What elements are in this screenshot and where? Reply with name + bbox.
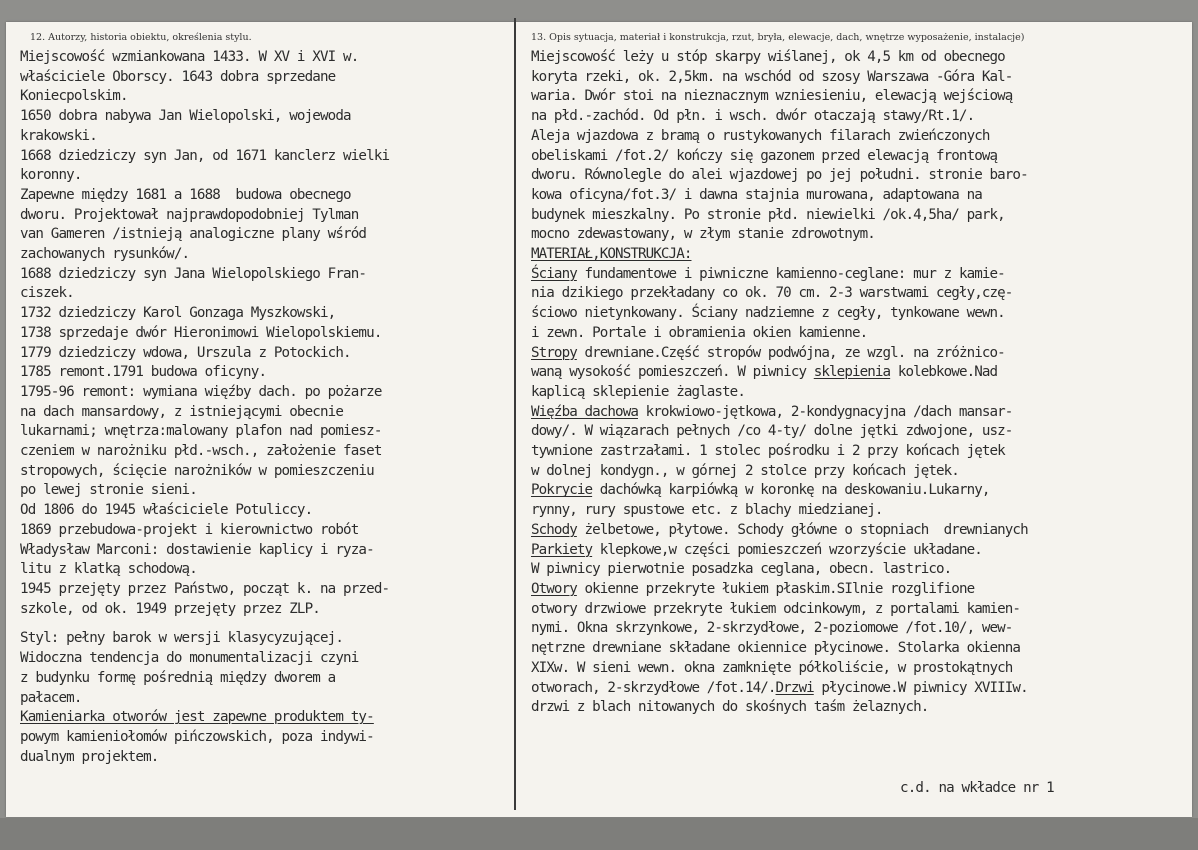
walls-line: nia dzikiego przekładany co ok. 70 cm. 2-3 warstwami cegły,czę- [531, 285, 1013, 302]
situation-line: budynek mieszkalny. Po stronie płd. niewielki /ok.4,5ha/ park, [531, 206, 1005, 223]
history-line: litu z klatką schodową. [20, 561, 197, 578]
right-column [531, 32, 1191, 718]
ceilings-line [531, 344, 1191, 364]
history-line: 1869 przebudowa-projekt i kierownictwo robót [20, 521, 359, 538]
vaults-text: kolebkowe.Nad [890, 364, 998, 381]
walls-line [531, 265, 1191, 285]
parquet-text: klepkowe,w części pomieszczeń wzorzyście układane. [592, 541, 982, 558]
roofing-text: dachówką karpiówką w koronkę na deskowaniu.Lukarny, [592, 482, 990, 499]
history-line: krakowski. [20, 127, 97, 144]
history-line: 1779 dziedziczy wdowa, Urszula z Potockich. [20, 344, 351, 361]
parquet-line [531, 541, 1191, 561]
history-line: zachowanych rysunków/. [20, 246, 190, 263]
history-line: szkole, od ok. 1949 przejęty przez ZLP. [20, 600, 320, 617]
history-line: Od 1806 do 1945 właściciele Potuliccy. [20, 502, 313, 519]
history-line: Władysław Marconi: dostawienie kaplicy i ryza- [20, 541, 374, 558]
column-divider [514, 18, 516, 810]
openings-line [531, 679, 1191, 699]
doors-label: Drzwi [775, 679, 814, 696]
history-line: na dach mansardowy, z istniejącymi obecnie [20, 403, 344, 420]
history-line: 1738 sprzedaje dwór Hieronimowi Wielopolskiemu. [20, 324, 382, 341]
ceilings-label: Stropy [531, 344, 577, 361]
openings-line [531, 580, 1191, 600]
scan-background [0, 818, 1198, 850]
doors-final-line: drzwi z blach nitowanych do skośnych taśm żelaznych. [531, 699, 929, 716]
chapel-line: kaplicą sklepienie żaglaste. [531, 383, 745, 400]
situation-line: mocno zdewastowany, w złym stanie zdrowotnym. [531, 226, 875, 243]
openings-text: otworach, 2-skrzydłowe /fot.14/. [531, 679, 776, 696]
history-line: Koniecpolskim. [20, 88, 128, 105]
openings-line: nymi. Okna skrzynkowe, 2-skrzydłowe, 2-poziomowe /fot.10/, wew- [531, 620, 1013, 637]
walls-label: Ściany [531, 265, 577, 282]
history-line: lukarnami; wnętrza:malowany plafon nad pomiesz- [20, 423, 382, 440]
walls-line: i zewn. Portale i obramienia okien kamienne. [531, 324, 868, 341]
roofing-label: Pokrycie [531, 482, 593, 499]
style-text [20, 629, 512, 767]
right-column-header: 13. Opis sytuacja, materiał i konstrukcja, rzut, bryła, elewacje, dach, wnętrze wyposażenie, instalacje) [531, 32, 1025, 43]
situation-text [531, 48, 1191, 245]
history-line: dworu. Projektował najprawdopodobniej Tylman [20, 206, 359, 223]
style-line: pałacem. [20, 689, 82, 706]
roofing-line [531, 481, 1191, 501]
history-line: van Gameren /istnieją analogiczne plany wśród [20, 226, 367, 243]
parquet-label: Parkiety [531, 541, 593, 558]
history-line: Zapewne między 1681 a 1688 budowa obecnego [20, 186, 351, 203]
ceilings-line [531, 363, 1191, 383]
history-line: ciszek. [20, 285, 74, 302]
history-line: 1795-96 remont: wymiana więźby dach. po pożarze [20, 383, 382, 400]
style-line: Styl: pełny barok w wersji klasycyzującej. [20, 630, 344, 647]
openings-line: XIXw. W sieni wewn. okna zamknięte półkoliście, w prostokątnych [531, 659, 1013, 676]
truss-label: Więźba dachowa [531, 403, 638, 420]
situation-line: na płd.-zachód. Od płn. i wsch. dwór otaczają stawy/Rt.1/. [531, 108, 975, 125]
style-line: z budynku formę pośrednią między dworem a [20, 669, 336, 686]
history-line: Miejscowość wzmiankowana 1433. W XV i XVI w. [20, 49, 359, 65]
walls-text: fundamentowe i piwniczne kamienno-ceglane: mur z kamie- [576, 265, 1005, 282]
style-line: dualnym projektem. [20, 748, 159, 765]
situation-line: obeliskami /fot.2/ kończy się gazonem przed elewacją frontową [531, 147, 998, 164]
situation-line: dworu. Równolegle do alei wjazdowej po jej południ. stronie baro- [531, 167, 1028, 184]
truss-line: dowy/. W wiązarach pełnych /co 4-ty/ dolne jętki zdwojone, usz- [531, 423, 1013, 440]
roofing-line: rynny, rury spustowe etc. z blachy miedzianej. [531, 502, 883, 519]
history-line: 1650 dobra nabywa Jan Wielopolski, wojewoda [20, 108, 351, 125]
openings-label: Otwory [531, 580, 577, 597]
situation-line: waria. Dwór stoi na nieznacznym wzniesieniu, elewacją wejściową [531, 88, 1013, 105]
openings-text: okienne przekryte łukiem płaskim.SIlnie rozglifione [576, 580, 975, 597]
stairs-text: żelbetowe, płytowe. Schody główne o stopniach drewnianych [576, 521, 1028, 538]
vaults-label: sklepienia [813, 364, 891, 381]
description-text [531, 48, 1191, 718]
history-line: po lewej stronie sieni. [20, 482, 197, 499]
truss-line: w dolnej kondygn., w górnej 2 stolce przy końcach jętek. [531, 462, 959, 479]
materials-heading-line [531, 245, 1191, 265]
situation-line: kowa oficyna/fot.3/ i dawna stajnia murowana, adaptowana na [531, 186, 982, 203]
ceilings-text: waną wysokość pomieszczeń. W piwnicy [531, 364, 814, 381]
history-line: 1688 dziedziczy syn Jana Wielopolskiego Fran- [20, 265, 367, 282]
history-line: czeniem w narożniku płd.-wsch., założenie faset [20, 443, 382, 460]
history-text [20, 48, 512, 619]
paragraph-gap [20, 619, 512, 629]
left-column [20, 32, 512, 767]
history-line: stropowych, ścięcie narożników w pomieszczeniu [20, 462, 374, 479]
truss-line: tywnione zastrzałami. 1 stolec pośrodku i 2 przy końcach jętek [531, 443, 1005, 460]
cellar-floor-line: W piwnicy pierwotnie posadzka ceglana, obecn. lastrico. [531, 561, 952, 578]
continued-note: c.d. na wkładce nr 1 [900, 780, 1054, 796]
history-line: koronny. [20, 167, 82, 184]
truss-text: krokwiowo-jętkowa, 2-kondygnacyjna /dach mansar- [637, 403, 1013, 420]
stairs-line [531, 521, 1191, 541]
situation-line: Aleja wjazdowa z bramą o rustykowanych filarach zwieńczonych [531, 127, 990, 144]
left-column-header: 12. Autorzy, historia obiektu, określenia stylu. [30, 32, 252, 43]
doors-text: płycinowe.W piwnicy XVIIIw. [813, 679, 1028, 696]
situation-line: koryta rzeki, ok. 2,5km. na wschód od szosy Warszawa -Góra Kal- [531, 68, 1013, 85]
ceilings-text: drewniane.Część stropów podwójna, ze wzgl. na zróżnico- [576, 344, 1005, 361]
walls-line: ściowo nietynkowany. Ściany nadziemne z cegły, tynkowane wewn. [531, 305, 1005, 322]
style-line: Kamieniarka otworów jest zapewne produktem ty- [20, 709, 374, 726]
openings-line: otwory drzwiowe przekryte łukiem odcinkowym, z portalami kamien- [531, 600, 1021, 617]
materials-heading: MATERIAŁ,KONSTRUKCJA: [531, 246, 692, 263]
stairs-label: Schody [531, 521, 577, 538]
truss-line [531, 403, 1191, 423]
history-line: właściciele Oborscy. 1643 dobra sprzedane [20, 68, 336, 85]
history-line: 1732 dziedziczy Karol Gonzaga Myszkowski, [20, 305, 336, 322]
situation-line: Miejscowość leży u stóp skarpy wiślanej, ok 4,5 km od obecnego [531, 49, 1005, 65]
openings-line: nętrzne drewniane składane okiennice płycinowe. Stolarka okienna [531, 640, 1021, 657]
history-line: 1785 remont.1791 budowa oficyny. [20, 364, 267, 381]
history-line: 1945 przejęty przez Państwo, począt k. na przed- [20, 580, 390, 597]
history-line: 1668 dziedziczy syn Jan, od 1671 kanclerz wielki [20, 147, 390, 164]
style-line: powym kamieniołomów pińczowskich, poza indywi- [20, 728, 374, 745]
style-line: Widoczna tendencja do monumentalizacji czyni [20, 650, 359, 667]
